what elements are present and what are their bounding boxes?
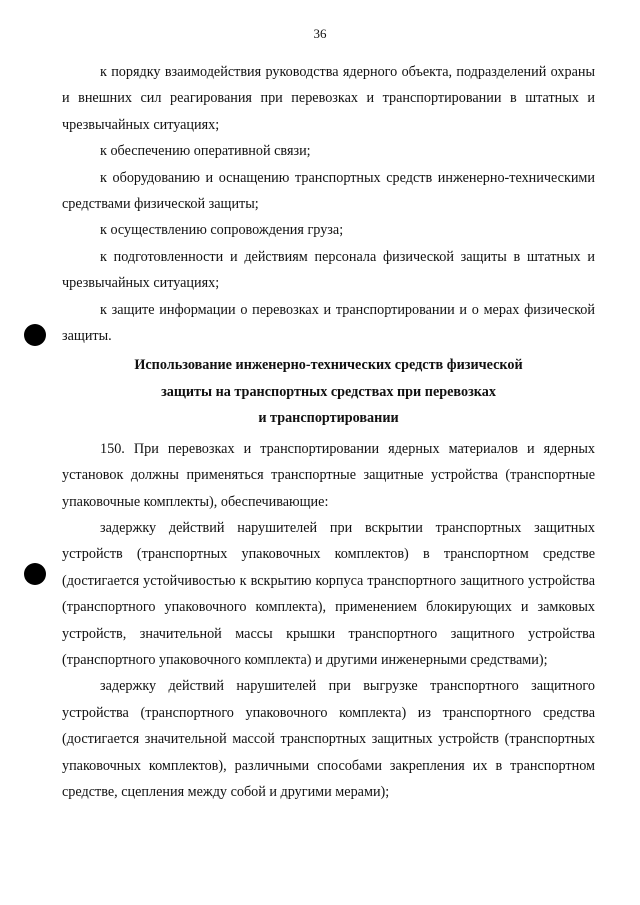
page-number: 36	[313, 26, 327, 41]
list-item: к защите информации о перевозках и транспортировании и о мерах физической защиты.	[62, 301, 595, 345]
list-item: задержку действий нарушителей при выгрузке транспортного защитного устройства (транспортного упаковочного комплекта) из транспортного средства (достигается значительной массой транспортных защитных устройств (транспортных упаковочных комплектов), различными способами закрепления их в транспортном средстве, сцепления между собой и другими мерами);	[62, 678, 595, 800]
punch-hole-bottom	[24, 563, 46, 585]
document-body	[62, 59, 595, 805]
list-item: к обеспечению оперативной связи;	[100, 143, 311, 160]
paragraph-150: 150. При перевозках и транспортировании ядерных материалов и ядерных установок должны применяться транспортные защитные устройства (транспортные упаковочные комплекты), обеспечивающие:	[62, 440, 595, 510]
heading-line: защиты на транспортных средствах при перевозках	[161, 383, 496, 400]
list-item: к оборудованию и оснащению транспортных средств инженерно-техническими средствами физической защиты;	[62, 169, 595, 213]
list-item: задержку действий нарушителей при вскрытии транспортных защитных устройств (транспортных упаковочных комплектов) в транспортном средстве (достигается устойчивостью к вскрытию корпуса транспортного защитного устройства (транспортного упаковочного комплекта), применением блокирующих и замковых устройств, значительной массы крышки транспортного защитного устройства (транспортного упаковочного комплекта) и другими инженерными средствами);	[62, 519, 595, 668]
list-item: к осуществлению сопровождения груза;	[100, 222, 344, 239]
punch-hole-top	[24, 324, 46, 346]
list-item: к порядку взаимодействия руководства ядерного объекта, подразделений охраны и внешних сил реагирования при перевозках и транспортировании в штатных и чрезвычайных ситуациях;	[62, 64, 595, 133]
list-item: к подготовленности и действиям персонала физической защиты в штатных и чрезвычайных ситуациях;	[62, 248, 595, 292]
heading-line: Использование инженерно-технических средств физической	[134, 357, 523, 374]
heading-line: и транспортировании	[258, 410, 399, 427]
section-heading	[62, 352, 595, 431]
